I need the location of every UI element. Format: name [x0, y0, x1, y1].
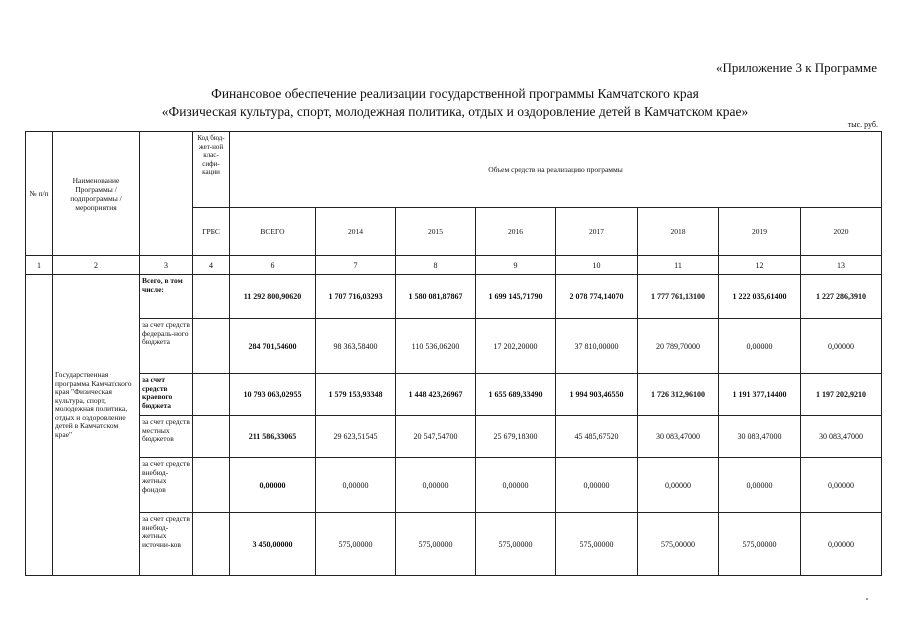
header-empty — [140, 132, 193, 256]
value-cell: 0,00000 — [476, 458, 556, 513]
value-cell: 575,00000 — [719, 513, 801, 576]
grbs-cell — [193, 513, 230, 576]
funding-source-label: за счет средств краевого бюджета — [140, 374, 193, 416]
row-number-cell — [26, 275, 53, 576]
value-cell: 0,00000 — [638, 458, 719, 513]
header-year: 2015 — [396, 208, 476, 256]
value-cell: 11 292 800,90620 — [230, 275, 316, 319]
scan-artifact — [866, 598, 868, 600]
value-cell: 29 623,51545 — [316, 416, 396, 458]
funding-source-label: за счет средств внебюд-жетных источни-ков — [140, 513, 193, 576]
value-cell: 25 679,18300 — [476, 416, 556, 458]
grbs-cell — [193, 275, 230, 319]
value-cell: 1 227 286,3910 — [801, 275, 882, 319]
value-cell: 1 580 081,87867 — [396, 275, 476, 319]
value-cell: 0,00000 — [556, 458, 638, 513]
program-name: Государственная программа Камчатского края "Физическая культура, спорт, молодежная политика, отдых и оздоровление детей в Камчатском крае" — [53, 275, 140, 576]
value-cell: 0,00000 — [801, 319, 882, 374]
header-year: 2020 — [801, 208, 882, 256]
financing-table — [25, 131, 882, 576]
value-cell: 30 083,47000 — [719, 416, 801, 458]
value-cell: 37 810,00000 — [556, 319, 638, 374]
header-year: 2016 — [476, 208, 556, 256]
header-name: Наименование Программы / подпрограммы / мероприятия — [53, 132, 140, 256]
value-cell: 1 579 153,93348 — [316, 374, 396, 416]
value-cell: 1 726 312,96100 — [638, 374, 719, 416]
funding-source-label: за счет средств внебюд-жетных фондов — [140, 458, 193, 513]
table-row-extrabudget-sources — [26, 513, 882, 576]
value-cell: 17 202,20000 — [476, 319, 556, 374]
column-index: 12 — [719, 256, 801, 275]
column-index: 8 — [396, 256, 476, 275]
value-cell: 575,00000 — [638, 513, 719, 576]
value-cell: 1 699 145,71790 — [476, 275, 556, 319]
column-index: 7 — [316, 256, 396, 275]
value-cell: 1 222 035,61400 — [719, 275, 801, 319]
value-cell: 575,00000 — [396, 513, 476, 576]
value-cell: 1 655 689,33490 — [476, 374, 556, 416]
grbs-cell — [193, 458, 230, 513]
funding-source-label: за счет средств федераль-ного бюджета — [140, 319, 193, 374]
column-index-row — [26, 256, 882, 275]
value-cell: 211 586,33065 — [230, 416, 316, 458]
header-volume: Объем средств на реализацию программы — [230, 132, 882, 208]
column-index: 2 — [53, 256, 140, 275]
document-title — [60, 85, 850, 121]
column-index: 4 — [193, 256, 230, 275]
value-cell: 0,00000 — [801, 458, 882, 513]
value-cell: 10 793 063,02955 — [230, 374, 316, 416]
column-index: 1 — [26, 256, 53, 275]
value-cell: 0,00000 — [230, 458, 316, 513]
table-row-federal — [26, 319, 882, 374]
value-cell: 20 789,70000 — [638, 319, 719, 374]
header-code: Код бюд-жет-ной клас-сифи-кации — [193, 132, 230, 208]
value-cell: 0,00000 — [719, 458, 801, 513]
value-cell: 98 363,58400 — [316, 319, 396, 374]
title-line-1: Финансовое обеспечение реализации государственной программы Камчатского края — [211, 86, 699, 101]
column-index: 6 — [230, 256, 316, 275]
value-cell: 575,00000 — [316, 513, 396, 576]
grbs-cell — [193, 374, 230, 416]
grbs-cell — [193, 416, 230, 458]
column-index: 3 — [140, 256, 193, 275]
header-year: 2018 — [638, 208, 719, 256]
header-year: 2014 — [316, 208, 396, 256]
value-cell: 575,00000 — [476, 513, 556, 576]
value-cell: 1 777 761,13100 — [638, 275, 719, 319]
header-year: 2019 — [719, 208, 801, 256]
header-row-1 — [26, 132, 882, 208]
table-row-local — [26, 416, 882, 458]
column-index: 11 — [638, 256, 719, 275]
value-cell: 30 083,47000 — [638, 416, 719, 458]
value-cell: 30 083,47000 — [801, 416, 882, 458]
grbs-cell — [193, 319, 230, 374]
table-row-regional — [26, 374, 882, 416]
column-index: 10 — [556, 256, 638, 275]
funding-source-label: Всего, в том числе: — [140, 275, 193, 319]
unit-label: тыс. руб. — [847, 120, 878, 129]
column-index: 13 — [801, 256, 882, 275]
value-cell: 0,00000 — [719, 319, 801, 374]
column-index: 9 — [476, 256, 556, 275]
value-cell: 1 707 716,03293 — [316, 275, 396, 319]
value-cell: 575,00000 — [556, 513, 638, 576]
value-cell: 1 191 377,14400 — [719, 374, 801, 416]
value-cell: 0,00000 — [801, 513, 882, 576]
value-cell: 20 547,54700 — [396, 416, 476, 458]
table-row-total — [26, 275, 882, 319]
value-cell: 1 994 903,46550 — [556, 374, 638, 416]
funding-source-label: за счет средств местных бюджетов — [140, 416, 193, 458]
value-cell: 284 701,54600 — [230, 319, 316, 374]
value-cell: 3 450,00000 — [230, 513, 316, 576]
header-grbs: ГРБС — [193, 208, 230, 256]
appendix-label: «Приложение 3 к Программе — [715, 60, 877, 75]
value-cell: 110 536,06200 — [396, 319, 476, 374]
header-year: 2017 — [556, 208, 638, 256]
value-cell: 0,00000 — [316, 458, 396, 513]
header-num: № п/п — [26, 132, 53, 256]
title-line-2: «Физическая культура, спорт, молодежная политика, отдых и оздоровление детей в Камчатском крае» — [161, 104, 749, 119]
value-cell: 1 448 423,26967 — [396, 374, 476, 416]
value-cell: 45 485,67520 — [556, 416, 638, 458]
value-cell: 1 197 202,9210 — [801, 374, 882, 416]
header-total: ВСЕГО — [230, 208, 316, 256]
table-row-extrabudget-funds — [26, 458, 882, 513]
value-cell: 0,00000 — [396, 458, 476, 513]
value-cell: 2 078 774,14070 — [556, 275, 638, 319]
